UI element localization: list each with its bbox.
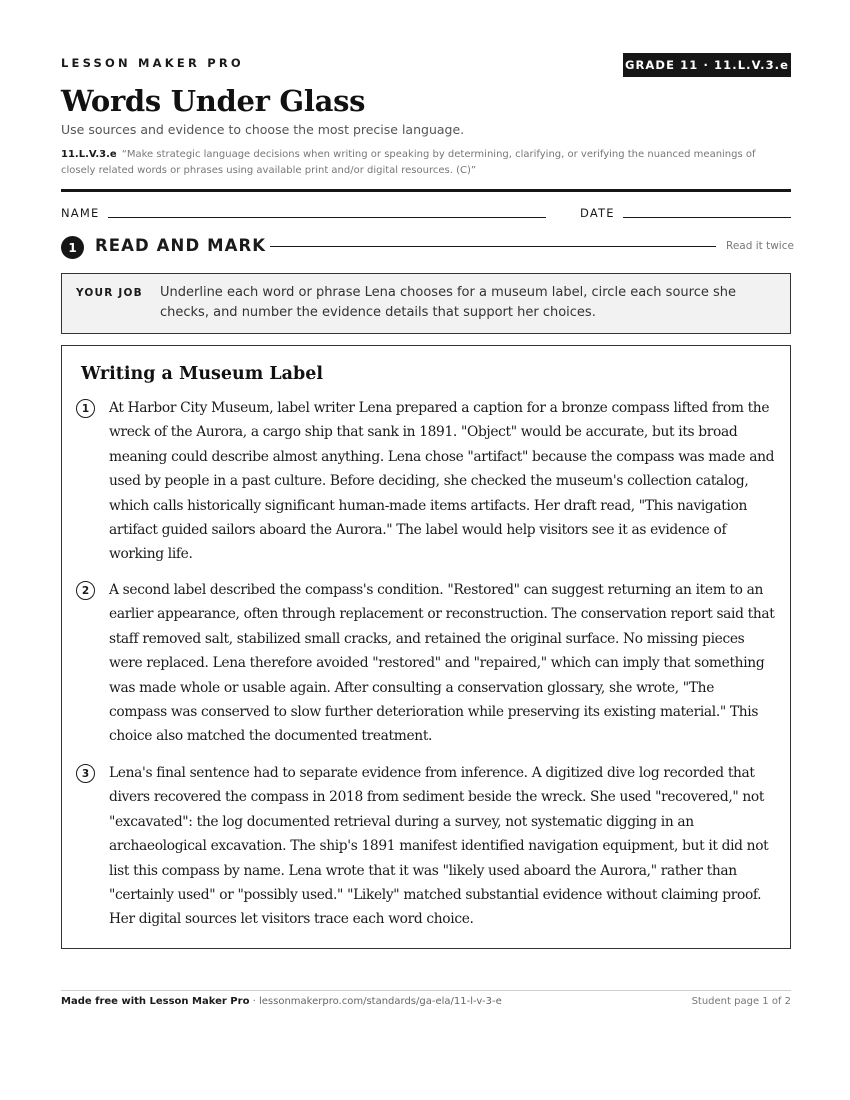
paragraph-2: A second label described the compass's condition. "Restored" can suggest returning an item to an earlier appearance, often through replacement or reconstruction. The conservation report said that staff removed salt, stabilized small cracks, and retained the original surface. No missing pieces were replaced. Lena therefore avoided "restored" and "repaired," which can imply that something was made whole or usable again. After consulting a conservation glossary, she wrote, "The compass was conserved to slow further deterioration while preserving its existing material." This choice also matched the documented treatment. (109, 582, 775, 745)
reading-passage (61, 345, 791, 949)
footer-divider (61, 990, 791, 991)
header-divider (61, 189, 791, 192)
instructions-box (61, 273, 791, 334)
paragraph-1: At Harbor City Museum, label writer Lena prepared a caption for a bronze compass lifted from the wreck of the Aurora, a cargo ship that sank in 1891. "Object" would be accurate, but its broad meaning could describe almost anything. Lena chose "artifact" because the compass was made and used by people in a past culture. Before deciding, she checked the museum's collection catalog, which calls historically significant human-made items artifacts. Her draft read, "This navigation artifact guided sailors aboard the Aurora." The label would help visitors see it as evidence of working life. (109, 400, 775, 563)
footer-page-number: Student page 1 of 2 (691, 996, 791, 1007)
footer-credit (61, 996, 502, 1007)
brand-name: LESSON MAKER PRO (61, 56, 244, 70)
instructions-label: YOUR JOB (76, 287, 143, 299)
paragraph-number-3: 3 (76, 764, 95, 783)
footer-separator: · (249, 996, 259, 1007)
footer-url[interactable]: lessonmakerpro.com/standards/ga-ela/11-l-v-3-e (258, 996, 502, 1007)
passage-title: Writing a Museum Label (81, 364, 324, 384)
page-title: Words Under Glass (61, 84, 366, 118)
grade-badge: GRADE 11 · 11.L.V.3.e (623, 53, 791, 77)
standard-code: 11.L.V.3.e (61, 149, 117, 160)
footer-made-with: Made free with Lesson Maker Pro (61, 996, 250, 1007)
section-divider (270, 246, 716, 247)
name-field[interactable] (108, 217, 546, 218)
paragraph-number-1: 1 (76, 399, 95, 418)
section-title: READ AND MARK (95, 236, 267, 255)
standard-description (61, 147, 791, 179)
date-field[interactable] (623, 217, 791, 218)
paragraph-number-2: 2 (76, 581, 95, 600)
section-note: Read it twice (726, 240, 794, 252)
name-label: NAME (61, 206, 100, 220)
paragraph-3: Lena's final sentence had to separate evidence from inference. A digitized dive log recorded that divers recovered the compass in 2018 from sediment beside the wreck. She used "recovered," not "excavated": the log documented retrieval during a survey, not systematic digging in an archaeological excavation. The ship's 1891 manifest identified navigation equipment, but it did not list this compass by name. Lena wrote that it was "likely used aboard the Aurora," rather than "certainly used" or "possibly used." "Likely" matched substantial evidence without claiming proof. Her digital sources let visitors trace each word choice. (109, 765, 769, 928)
standard-text: “Make strategic language decisions when writing or speaking by determining, clarifying, or verifying the nuanced meanings of closely related words or phrases using available print and/or digital resources. (C)” (61, 149, 756, 176)
date-label: DATE (580, 206, 615, 220)
section-number-badge: 1 (61, 236, 84, 259)
instructions-text: Underline each word or phrase Lena chooses for a museum label, circle each source she checks, and number the evidence details that support her choices. (160, 285, 736, 320)
page-subtitle: Use sources and evidence to choose the most precise language. (61, 122, 465, 137)
